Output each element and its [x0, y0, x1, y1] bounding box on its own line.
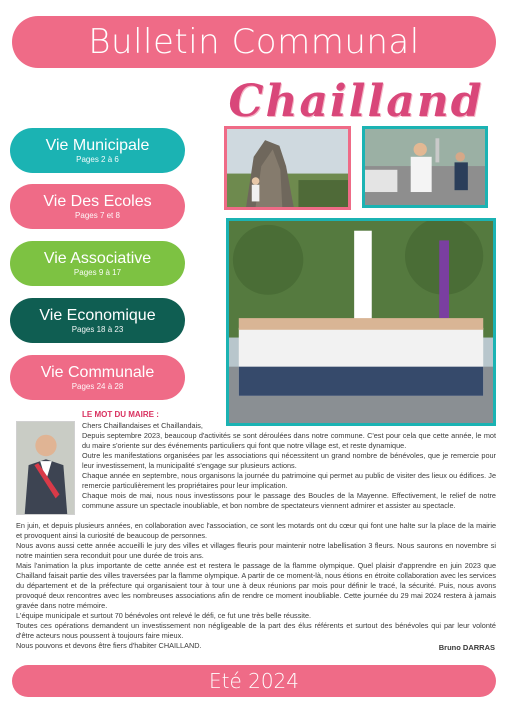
paragraph: Nous pouvons et devons être fiers d'habiter CHAILLAND.	[16, 641, 202, 650]
paragraph: Outre les manifestations organisées par les associations qui nécessitent un grand nombre de bénévoles, que je remercie pour leur investissement, la municipalité s'engage sur plusieurs actions.	[82, 451, 496, 470]
photo-torchbearer-runner	[362, 126, 488, 208]
section-pages: Pages 9 à 17	[73, 267, 122, 277]
section-vie-associative[interactable]	[10, 241, 185, 286]
section-vie-communale[interactable]	[10, 355, 185, 400]
paragraph: En juin, et depuis plusieurs années, en collaboration avec l'association, ce sont les motards ont du cœur qui font une halte sur la place de la mairie et provoquent ainsi la curiosité de beaucoup de personnes.	[16, 521, 496, 540]
section-vie-des-ecoles[interactable]	[10, 184, 185, 229]
mayor-word-heading: LE MOT DU MAIRE :	[82, 410, 159, 419]
paragraph: Toutes ces opérations demandent un investissement non négligeable de la part des élus référents et surtout des bénévoles qui par leur volonté d'être acteurs nous poussent à toujours faire mieux.	[16, 621, 496, 640]
section-pages: Pages 7 et 8	[75, 210, 120, 220]
paragraph: Chaque mois de mai, nous nous investissons pour le passage des Boucles de la Mayenne. Effectivement, le relief de notre commune assure un spectacle inoubliable, et bon nombre de spectateurs viennent admirer et assister au spectacle.	[82, 491, 496, 510]
section-label: Vie Economique	[39, 306, 156, 324]
photo-torch-castle-ruins	[224, 126, 351, 210]
section-label: Vie Communale	[40, 363, 155, 381]
mayor-text-top	[82, 421, 496, 511]
paragraph: Chers Chaillandaises et Chaillandais,	[82, 421, 203, 430]
paragraph: Chaque année en septembre, nous organisons la journée du patrimoine qui permet au public de visiter des lieux ou édifices. Je remercie particulièrement les propriétaires pour leur implication.	[82, 471, 496, 490]
mayor-signature: Bruno DARRAS	[438, 643, 495, 652]
paragraph: Depuis septembre 2023, beaucoup d'activités se sont déroulées dans notre commune. C'est pour cela que cette année, le mot du maire s'oriente sur des événements particuliers qui font que notre village est, et reste dynamique.	[82, 431, 496, 450]
season-label: Eté 2024	[208, 669, 300, 693]
section-pages: Pages 24 à 28	[71, 381, 124, 391]
photo-volunteers-group	[226, 218, 496, 426]
section-vie-economique[interactable]	[10, 298, 185, 343]
mayor-portrait	[16, 421, 75, 515]
mayor-text-bottom	[16, 521, 496, 651]
paragraph: Nous avons aussi cette année accueilli le jury des villes et villages fleuris pour maintenir notre labellisation 3 fleurs. Nous saurons en novembre si notre maintien sera reconduit pour une durée de trois ans.	[16, 541, 496, 560]
paragraph: L'équipe municipale et surtout 70 bénévoles ont relevé le défi, ce fut une très belle réussite.	[16, 611, 312, 620]
section-label: Vie Municipale	[45, 136, 150, 154]
section-label: Vie Associative	[43, 249, 152, 267]
bulletin-title: Bulletin Communal	[88, 22, 420, 62]
section-label: Vie Des Ecoles	[43, 192, 152, 210]
section-pages: Pages 2 à 6	[76, 154, 119, 164]
section-vie-municipale[interactable]	[10, 128, 185, 173]
town-name: Chailland	[228, 76, 484, 127]
bulletin-title-banner	[12, 16, 496, 68]
season-banner	[12, 665, 496, 697]
section-pages: Pages 18 à 23	[71, 324, 124, 334]
paragraph: Mais l'animation la plus importante de cette année est et restera le passage de la flamme olympique. Quel plaisir d'apprendre en juin 2023 que Chailland faisait partie des villes traversées par la flamme olympique. A partir de ce moment-là, nous étions en étroite collaboration avec les services du département et de la préfecture qui organisaient tour à tour une à deux réunions par mois pour définir le tracé, la sécurité. Puis, nous avons provoqué deux rencontres avec les nombreuses associations afin de rendre ce moment inoubliable. Cette journée du 29 mai 2024 restera à jamais gravée dans notre mémoire.	[16, 561, 496, 610]
